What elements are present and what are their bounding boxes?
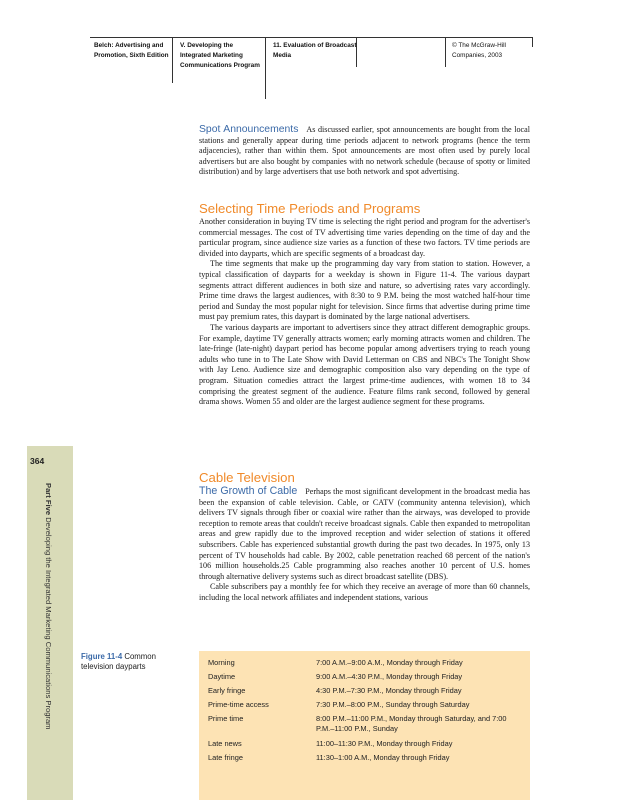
running-header: [90, 37, 532, 99]
figure-label: Figure 11-4: [81, 652, 123, 661]
header-divider: [445, 37, 446, 67]
paragraph: [199, 125, 530, 178]
daypart-name: Daytime: [208, 672, 236, 681]
daypart-name: Early fringe: [208, 686, 246, 695]
cable-heading: Cable Television: [199, 470, 295, 485]
daypart-time: 4:30 P.M.–7:30 P.M., Monday through Friday: [316, 686, 462, 695]
paragraph: [199, 486, 530, 582]
header-chapter: 11. Evaluation of Broadcast Media: [273, 42, 357, 59]
daypart-name: Prime-time access: [208, 700, 269, 709]
daypart-name: Prime time: [208, 714, 244, 723]
daypart-time: 8:00 P.M.–11:00 P.M., Monday through Saturday, and 7:00 P.M.–11:00 P.M., Sunday: [316, 714, 507, 733]
header-book: Belch: Advertising and Promotion, Sixth Edition: [94, 42, 169, 59]
daypart-name: Morning: [208, 658, 235, 667]
daypart-time: 7:30 P.M.–8:00 P.M., Sunday through Saturday: [316, 700, 470, 709]
daypart-time: 9:00 A.M.–4:30 P.M., Monday through Friday: [316, 672, 463, 681]
header-copyright: © The McGraw-Hill Companies, 2003: [452, 42, 506, 59]
paragraph: Another consideration in buying TV time is selecting the right period and program for the advertiser's commercial messages. The cost of TV advertising time varies depending on the time of day and the particular program, since audience size varies as a function of these two factors. TV time periods are divided into dayparts, which are specific segments of a broadcast day.: [199, 217, 530, 258]
paragraph: Cable subscribers pay a monthly fee for which they receive an average of more than 60 channels, including the local network affiliates and independent stations, various: [199, 582, 530, 602]
daypart-time: 7:00 A.M.–9:00 A.M., Monday through Friday: [316, 658, 463, 667]
spot-text: As discussed earlier, spot announcements are bought from the local stations and generally appear during time periods adjacent to network programs (hence the term adjacencies), rather than within them. Spot announcements are most often used by purely local advertisers but are also bought by companies with no network schedule (because of spotty or limited distribution) and by large advertisers that use both network and spot advertising.: [199, 125, 530, 177]
daypart-time: 11:00–11:30 P.M., Monday through Friday: [316, 739, 453, 748]
daypart-time: 11:30–1:00 A.M., Monday through Friday: [316, 753, 450, 762]
paragraph: The various dayparts are important to advertisers since they attract different demographic groups. For example, daytime TV generally attracts women; early morning attracts women and children. The late-fringe (late-night) daypart period has become popular among advertisers trying to reach young adults who tune in to The Late Show with David Letterman on CBS and NBC's The Tonight Show with Jay Leno. Audience size and demographic composition also vary depending on the type of program. Situation comedies attract the largest prime-time audiences, with women 18 to 34 comprising the greatest segment of the audience. Feature films rank second, followed by general drama shows. Women 55 and older are the largest audience segment for these programs.: [199, 322, 530, 407]
cable-subheading: The Growth of Cable: [199, 485, 298, 497]
figure-caption-text: Common television dayparts: [81, 652, 156, 671]
paragraph: The time segments that make up the programming day vary from station to station. However, a typical classification of dayparts for a weekday is shown in Figure 11-4. The various daypart segments attract different audiences in both size and nature, so advertising rates vary accordingly. Prime time draws the largest audiences, with 8:30 to 9 P.M. being the most watched half-hour time period and Sunday the most popular night for television. Since firms that advertise during prime time must pay premium rates, this daypart is dominated by the large national advertisers.: [199, 259, 530, 322]
header-divider: [172, 37, 173, 83]
part-title: Developing the Integrated Marketing Communications Program: [44, 517, 53, 730]
cable-text: Perhaps the most significant development in the broadcast media has been the expansion of cable television. Cable, or CATV (community antenna television), which delivers TV signals through fiber or coaxial wire rather than the airways, was developed to provide reception to remote areas that couldn't receive broadcast signals. Cable then expanded to metropolitan areas and grew rapidly due to the improved reception and wider selection of stations it offered subscribers. Cable has experienced substantial growth during the past two decades. In 1975, only 13 percent of TV households had cable. By 2002, cable penetration reached 68 percent of the nation's 106 million households.25 Cable programming also reaches another 10 percent of U.S. homes through alternative delivery systems such as direct broadcast satellite (DBS).: [199, 487, 530, 581]
header-divider: [532, 37, 533, 47]
part-label: Part Five: [44, 483, 53, 516]
section-selecting-time: [199, 201, 530, 408]
daypart-table: [199, 651, 530, 800]
header-part: V. Developing the Integrated Marketing Communications Program: [180, 42, 260, 69]
header-rule: [90, 37, 532, 38]
section-spot-announcements: [199, 125, 530, 178]
header-divider: [265, 37, 266, 99]
selecting-heading: Selecting Time Periods and Programs: [199, 201, 421, 216]
figure-caption: [81, 652, 181, 672]
page-number: 364: [30, 456, 45, 466]
spot-heading: Spot Announcements: [199, 124, 299, 135]
daypart-name: Late news: [208, 739, 242, 748]
section-cable-television: [199, 470, 530, 604]
part-running-title: [41, 483, 53, 743]
daypart-name: Late fringe: [208, 753, 243, 762]
